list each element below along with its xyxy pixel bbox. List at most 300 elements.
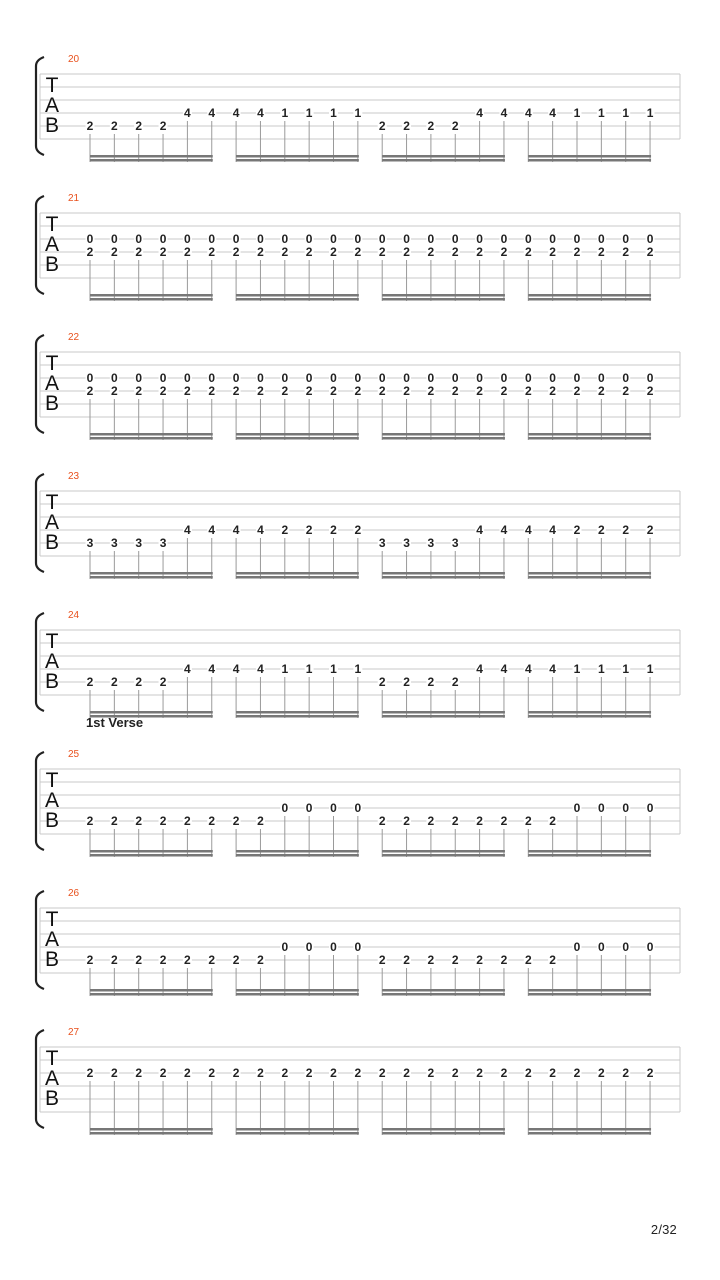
fret-number: 2 <box>257 1066 264 1080</box>
beam-primary <box>528 576 651 579</box>
fret-number: 3 <box>378 536 386 550</box>
measure-number: 27 <box>68 1027 80 1038</box>
beam-secondary <box>90 1128 213 1131</box>
fret-number: 3 <box>135 536 143 550</box>
fret-number: 4 <box>184 662 191 676</box>
fret-number: 2 <box>281 523 289 537</box>
fret-number: 0 <box>573 940 581 954</box>
tab-system-21 <box>36 193 680 301</box>
beam-secondary <box>90 989 213 992</box>
tab-clef-letter: B <box>44 948 60 971</box>
fret-number: 0 <box>598 940 605 954</box>
beam-secondary <box>528 711 651 714</box>
fret-number: 0 <box>111 232 118 246</box>
tab-clef-letter: A <box>44 650 60 673</box>
fret-number: 1 <box>330 662 337 676</box>
fret-number: 2 <box>524 245 532 259</box>
beam-primary <box>90 298 213 301</box>
fret-number: 2 <box>451 119 459 133</box>
fret-number: 0 <box>135 232 143 246</box>
beam-primary <box>382 1132 505 1135</box>
fret-number: 2 <box>500 814 508 828</box>
tab-clef-letter: A <box>44 789 60 812</box>
fret-number: 4 <box>500 523 508 537</box>
fret-number: 0 <box>135 371 143 385</box>
beam-secondary <box>236 433 359 436</box>
beam-primary <box>528 437 651 440</box>
fret-number: 2 <box>451 384 459 398</box>
fret-number: 2 <box>159 384 167 398</box>
beam-secondary <box>528 989 651 992</box>
fret-number: 2 <box>86 1066 94 1080</box>
fret-number: 3 <box>86 536 94 550</box>
tab-clef-letter: A <box>44 928 60 951</box>
fret-number: 0 <box>451 371 459 385</box>
fret-number: 2 <box>135 953 143 967</box>
fret-number: 1 <box>354 106 362 120</box>
fret-number: 2 <box>159 119 167 133</box>
fret-number: 0 <box>330 940 337 954</box>
fret-number: 2 <box>86 953 94 967</box>
fret-number: 2 <box>159 953 167 967</box>
fret-number: 0 <box>159 232 167 246</box>
fret-number: 2 <box>622 384 630 398</box>
fret-number: 2 <box>500 384 508 398</box>
tab-clef-letter: B <box>44 1087 60 1110</box>
fret-number: 3 <box>451 536 459 550</box>
fret-number: 2 <box>184 814 191 828</box>
fret-number: 0 <box>646 940 654 954</box>
fret-number: 3 <box>427 536 435 550</box>
fret-number: 2 <box>305 384 313 398</box>
fret-number: 2 <box>330 245 337 259</box>
beam-primary <box>382 576 505 579</box>
fret-number: 4 <box>476 662 483 676</box>
fret-number: 2 <box>598 384 605 398</box>
beam-secondary <box>90 850 213 853</box>
fret-number: 2 <box>476 953 483 967</box>
beam-secondary <box>236 711 359 714</box>
fret-number: 2 <box>427 814 435 828</box>
fret-number: 2 <box>524 953 532 967</box>
beam-secondary <box>90 155 213 158</box>
beam-secondary <box>90 711 213 714</box>
fret-number: 0 <box>476 232 483 246</box>
fret-number: 2 <box>378 953 386 967</box>
measure-number: 26 <box>68 888 80 899</box>
fret-number: 2 <box>232 245 240 259</box>
tab-system-26 <box>36 888 680 996</box>
fret-number: 2 <box>403 245 410 259</box>
fret-number: 0 <box>598 371 605 385</box>
fret-number: 2 <box>573 384 581 398</box>
fret-number: 1 <box>573 106 581 120</box>
fret-number: 4 <box>549 662 556 676</box>
fret-number: 2 <box>111 1066 118 1080</box>
fret-number: 0 <box>549 371 556 385</box>
beam-primary <box>382 159 505 162</box>
fret-number: 2 <box>598 523 605 537</box>
fret-number: 1 <box>281 662 289 676</box>
beam-primary <box>236 437 359 440</box>
beam-primary <box>236 159 359 162</box>
fret-number: 2 <box>476 814 483 828</box>
fret-number: 4 <box>524 523 532 537</box>
fret-number: 2 <box>159 1066 167 1080</box>
measure-number: 24 <box>68 610 80 621</box>
tab-system-24 <box>36 610 680 718</box>
fret-number: 4 <box>524 106 532 120</box>
fret-number: 0 <box>281 371 289 385</box>
fret-number: 0 <box>378 232 386 246</box>
fret-number: 2 <box>500 245 508 259</box>
beam-primary <box>528 715 651 718</box>
fret-number: 4 <box>208 106 216 120</box>
fret-number: 2 <box>257 814 264 828</box>
fret-number: 2 <box>135 384 143 398</box>
fret-number: 4 <box>549 523 556 537</box>
fret-number: 4 <box>257 662 264 676</box>
fret-number: 0 <box>646 371 654 385</box>
fret-number: 0 <box>622 801 630 815</box>
fret-number: 2 <box>378 675 386 689</box>
fret-number: 4 <box>476 523 483 537</box>
fret-number: 2 <box>354 384 362 398</box>
fret-number: 2 <box>257 384 264 398</box>
fret-number: 0 <box>549 232 556 246</box>
fret-number: 0 <box>354 371 362 385</box>
fret-number: 2 <box>524 384 532 398</box>
fret-number: 1 <box>573 662 581 676</box>
fret-number: 4 <box>549 106 556 120</box>
fret-number: 0 <box>573 371 581 385</box>
fret-number: 4 <box>524 662 532 676</box>
fret-number: 0 <box>646 801 654 815</box>
fret-number: 2 <box>549 814 556 828</box>
fret-number: 2 <box>86 675 94 689</box>
fret-number: 0 <box>403 232 410 246</box>
fret-number: 0 <box>622 940 630 954</box>
fret-number: 2 <box>232 814 240 828</box>
beam-secondary <box>382 850 505 853</box>
beam-primary <box>90 576 213 579</box>
beam-secondary <box>236 294 359 297</box>
fret-number: 2 <box>232 384 240 398</box>
fret-number: 2 <box>549 384 556 398</box>
fret-number: 2 <box>159 675 167 689</box>
fret-number: 0 <box>524 371 532 385</box>
beam-primary <box>236 715 359 718</box>
fret-number: 4 <box>232 662 240 676</box>
fret-number: 2 <box>378 1066 386 1080</box>
beam-primary <box>90 1132 213 1135</box>
tab-system-20 <box>36 54 680 162</box>
tab-clef-letter: A <box>44 511 60 534</box>
fret-number: 0 <box>330 801 337 815</box>
fret-number: 0 <box>281 801 289 815</box>
fret-number: 2 <box>86 245 94 259</box>
fret-number: 2 <box>403 814 410 828</box>
fret-number: 1 <box>622 106 630 120</box>
fret-number: 1 <box>646 662 654 676</box>
beam-secondary <box>528 850 651 853</box>
beam-secondary <box>528 155 651 158</box>
fret-number: 2 <box>427 1066 435 1080</box>
fret-number: 0 <box>330 232 337 246</box>
fret-number: 2 <box>208 1066 216 1080</box>
tab-clef-letter: A <box>44 94 60 117</box>
fret-number: 2 <box>111 814 118 828</box>
fret-number: 2 <box>573 245 581 259</box>
beam-primary <box>236 854 359 857</box>
fret-number: 2 <box>354 523 362 537</box>
beam-primary <box>236 1132 359 1135</box>
fret-number: 2 <box>403 384 410 398</box>
beam-secondary <box>382 433 505 436</box>
beam-secondary <box>528 433 651 436</box>
fret-number: 2 <box>378 119 386 133</box>
tab-clef-letter: B <box>44 670 60 693</box>
fret-number: 0 <box>257 371 264 385</box>
fret-number: 0 <box>354 940 362 954</box>
beam-secondary <box>382 155 505 158</box>
fret-number: 2 <box>646 384 654 398</box>
fret-number: 2 <box>135 814 143 828</box>
fret-number: 2 <box>646 523 654 537</box>
beam-primary <box>236 576 359 579</box>
fret-number: 2 <box>330 1066 337 1080</box>
fret-number: 2 <box>257 953 264 967</box>
beam-primary <box>90 159 213 162</box>
beam-primary <box>382 715 505 718</box>
fret-number: 2 <box>598 245 605 259</box>
tab-system-27 <box>36 1027 680 1135</box>
page-number: 2/32 <box>650 1222 677 1237</box>
fret-number: 4 <box>232 106 240 120</box>
fret-number: 2 <box>403 1066 410 1080</box>
tab-clef-letter: B <box>44 114 60 137</box>
tab-clef-letter: B <box>44 253 60 276</box>
fret-number: 0 <box>281 232 289 246</box>
fret-number: 4 <box>208 523 216 537</box>
fret-number: 0 <box>622 232 630 246</box>
fret-number: 2 <box>646 245 654 259</box>
fret-number: 4 <box>184 106 191 120</box>
fret-number: 0 <box>257 232 264 246</box>
fret-number: 4 <box>184 523 191 537</box>
tab-clef-letter: A <box>44 233 60 256</box>
fret-number: 2 <box>86 814 94 828</box>
fret-number: 0 <box>598 801 605 815</box>
fret-number: 2 <box>159 245 167 259</box>
fret-number: 2 <box>305 1066 313 1080</box>
beam-secondary <box>90 294 213 297</box>
fret-number: 2 <box>305 245 313 259</box>
beam-primary <box>90 993 213 996</box>
fret-number: 0 <box>208 232 216 246</box>
tab-clef-letter: T <box>45 630 59 653</box>
fret-number: 2 <box>403 675 410 689</box>
fret-number: 2 <box>135 245 143 259</box>
fret-number: 4 <box>500 662 508 676</box>
beam-primary <box>382 993 505 996</box>
fret-number: 2 <box>598 1066 605 1080</box>
measure-number: 21 <box>68 193 80 204</box>
beam-primary <box>382 298 505 301</box>
fret-number: 2 <box>208 814 216 828</box>
beam-primary <box>528 298 651 301</box>
beam-secondary <box>236 850 359 853</box>
fret-number: 2 <box>524 814 532 828</box>
measure-number: 22 <box>68 332 80 343</box>
tab-clef-letter: T <box>45 908 59 931</box>
fret-number: 2 <box>86 384 94 398</box>
fret-number: 0 <box>451 232 459 246</box>
fret-number: 2 <box>232 1066 240 1080</box>
fret-number: 2 <box>573 523 581 537</box>
fret-number: 2 <box>622 523 630 537</box>
beam-secondary <box>236 989 359 992</box>
beam-secondary <box>236 572 359 575</box>
fret-number: 0 <box>305 801 313 815</box>
beam-secondary <box>382 711 505 714</box>
fret-number: 2 <box>451 675 459 689</box>
fret-number: 2 <box>111 953 118 967</box>
fret-number: 2 <box>135 675 143 689</box>
fret-number: 2 <box>281 1066 289 1080</box>
fret-number: 2 <box>646 1066 654 1080</box>
fret-number: 2 <box>208 953 216 967</box>
fret-number: 2 <box>378 245 386 259</box>
fret-number: 0 <box>159 371 167 385</box>
fret-number: 2 <box>184 384 191 398</box>
fret-number: 2 <box>403 953 410 967</box>
fret-number: 2 <box>427 384 435 398</box>
fret-number: 2 <box>111 119 118 133</box>
fret-number: 2 <box>451 1066 459 1080</box>
fret-number: 0 <box>646 232 654 246</box>
fret-number: 0 <box>598 232 605 246</box>
beam-secondary <box>382 1128 505 1131</box>
tab-clef-letter: B <box>44 809 60 832</box>
fret-number: 2 <box>135 119 143 133</box>
fret-number: 0 <box>281 940 289 954</box>
fret-number: 2 <box>549 245 556 259</box>
fret-number: 0 <box>354 232 362 246</box>
fret-number: 2 <box>573 1066 581 1080</box>
tab-clef-letter: A <box>44 1067 60 1090</box>
fret-number: 2 <box>378 384 386 398</box>
fret-number: 1 <box>281 106 289 120</box>
fret-number: 3 <box>159 536 167 550</box>
fret-number: 2 <box>476 384 483 398</box>
fret-number: 2 <box>427 675 435 689</box>
fret-number: 0 <box>476 371 483 385</box>
tab-system-25 <box>36 715 680 857</box>
tab-system-22 <box>36 332 680 440</box>
tab-clef-letter: A <box>44 372 60 395</box>
beam-primary <box>528 1132 651 1135</box>
beam-secondary <box>528 1128 651 1131</box>
fret-number: 2 <box>330 523 337 537</box>
fret-number: 2 <box>378 814 386 828</box>
fret-number: 0 <box>184 232 191 246</box>
fret-number: 0 <box>573 232 581 246</box>
fret-number: 2 <box>208 245 216 259</box>
fret-number: 2 <box>476 245 483 259</box>
fret-number: 0 <box>86 232 94 246</box>
fret-number: 2 <box>427 245 435 259</box>
tab-clef-letter: T <box>45 213 59 236</box>
fret-number: 3 <box>111 536 118 550</box>
beam-primary <box>528 993 651 996</box>
fret-number: 4 <box>476 106 483 120</box>
fret-number: 0 <box>403 371 410 385</box>
fret-number: 0 <box>378 371 386 385</box>
beam-secondary <box>236 1128 359 1131</box>
fret-number: 0 <box>573 801 581 815</box>
tab-clef-letter: T <box>45 74 59 97</box>
tab-clef-letter: B <box>44 392 60 415</box>
measure-number: 25 <box>68 749 80 760</box>
tab-system-23 <box>36 471 680 579</box>
measure-number: 20 <box>68 54 80 65</box>
fret-number: 1 <box>622 662 630 676</box>
fret-number: 1 <box>354 662 362 676</box>
fret-number: 2 <box>622 245 630 259</box>
measure-number: 23 <box>68 471 80 482</box>
fret-number: 2 <box>257 245 264 259</box>
fret-number: 4 <box>257 106 264 120</box>
tab-clef-letter: T <box>45 352 59 375</box>
fret-number: 2 <box>403 119 410 133</box>
fret-number: 2 <box>281 245 289 259</box>
beam-secondary <box>236 155 359 158</box>
fret-number: 2 <box>354 1066 362 1080</box>
fret-number: 2 <box>184 953 191 967</box>
fret-number: 2 <box>305 523 313 537</box>
fret-number: 1 <box>598 662 605 676</box>
fret-number: 2 <box>622 1066 630 1080</box>
fret-number: 0 <box>208 371 216 385</box>
fret-number: 2 <box>451 953 459 967</box>
beam-primary <box>236 993 359 996</box>
fret-number: 2 <box>111 384 118 398</box>
fret-number: 1 <box>598 106 605 120</box>
fret-number: 2 <box>184 1066 191 1080</box>
fret-number: 0 <box>232 232 240 246</box>
tab-clef-letter: T <box>45 1047 59 1070</box>
fret-number: 2 <box>330 384 337 398</box>
fret-number: 0 <box>500 232 508 246</box>
fret-number: 2 <box>135 1066 143 1080</box>
fret-number: 0 <box>232 371 240 385</box>
tab-clef-letter: T <box>45 769 59 792</box>
fret-number: 2 <box>451 245 459 259</box>
beam-primary <box>90 437 213 440</box>
beam-secondary <box>382 294 505 297</box>
fret-number: 2 <box>281 384 289 398</box>
fret-number: 0 <box>622 371 630 385</box>
fret-number: 0 <box>427 371 435 385</box>
fret-number: 2 <box>500 953 508 967</box>
fret-number: 2 <box>111 245 118 259</box>
fret-number: 2 <box>159 814 167 828</box>
fret-number: 1 <box>305 106 313 120</box>
fret-number: 4 <box>500 106 508 120</box>
beam-secondary <box>528 294 651 297</box>
fret-number: 2 <box>111 675 118 689</box>
